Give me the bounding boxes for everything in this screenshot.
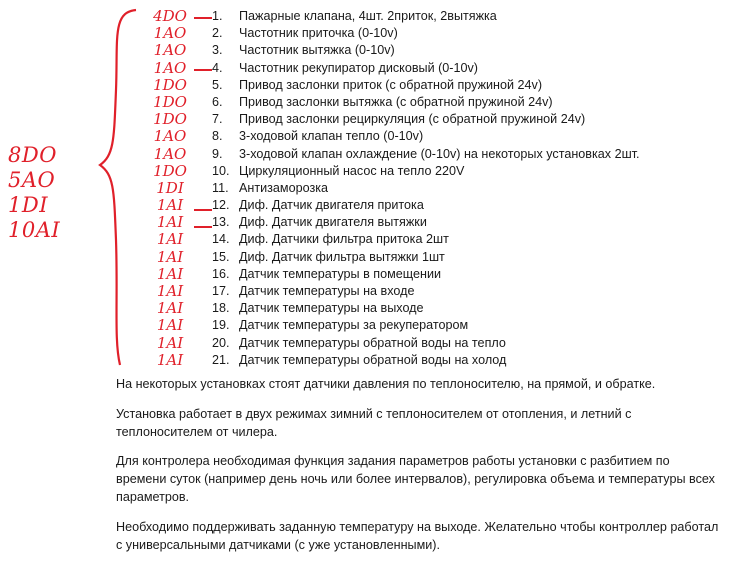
total-di: 1DI: [8, 193, 48, 217]
item-number: 16.: [212, 266, 230, 281]
item-number: 2.: [212, 26, 223, 41]
item-text: Частотник рекупиратор дисковый (0-10v): [239, 60, 478, 75]
item-number: 11.: [212, 180, 229, 195]
item-text: Пажарные клапана, 4шт. 2приток, 2вытяжка: [239, 9, 497, 23]
item-text: Привод заслонки рециркуляция (с обратной пружиной 24v): [239, 112, 586, 127]
item-text: Датчик температуры в помещении: [239, 266, 442, 281]
code-14: 1AI: [156, 230, 184, 249]
item-number: 10.: [212, 163, 230, 178]
list-item: [212, 128, 722, 145]
code-1: 4DO: [153, 7, 187, 25]
code-18: 1AI: [156, 299, 184, 318]
total-do: 8DO: [8, 143, 57, 167]
item-text: Датчик температуры за рекуператором: [239, 318, 469, 333]
item-number: 19.: [212, 318, 230, 333]
dash-4: [194, 69, 212, 71]
item-text: Датчик температуры на выходе: [239, 301, 424, 316]
code-3: 1AO: [153, 41, 187, 60]
list-item: [212, 266, 722, 283]
code-10: 1DO: [153, 161, 187, 180]
list-item: [212, 77, 722, 94]
dash-12: [194, 209, 212, 211]
item-text: Частотник приточка (0-10v): [239, 26, 398, 41]
code-19: 1AI: [156, 316, 184, 335]
item-number: 20.: [212, 335, 230, 350]
item-number: 7.: [212, 112, 223, 127]
item-number: 6.: [212, 94, 223, 109]
code-7: 1DO: [153, 110, 187, 129]
item-text: 3-ходовой клапан тепло (0-10v): [239, 129, 424, 144]
list-item: [212, 60, 722, 77]
code-4: 1AO: [153, 58, 187, 77]
item-text: Антизаморозка: [239, 180, 329, 195]
list-item: [212, 231, 722, 248]
list-item: [212, 146, 722, 163]
code-16: 1AI: [156, 264, 184, 283]
list-item: [212, 317, 722, 334]
list-item: [212, 300, 722, 317]
item-text: 3-ходовой клапан охлаждение (0-10v) на некоторых установках 2шт.: [239, 146, 640, 161]
item-number: 13.: [212, 215, 230, 230]
dash-13: [194, 226, 212, 228]
item-text: Привод заслонки приток (с обратной пружиной 24v): [239, 77, 543, 92]
code-5: 1DO: [153, 75, 187, 94]
list-item: [212, 8, 722, 25]
code-11: 1DI: [156, 178, 184, 197]
item-text: Диф. Датчик фильтра вытяжки 1шт: [239, 249, 445, 264]
total-ai: 10AI: [8, 218, 61, 242]
item-number: 12.: [212, 198, 230, 213]
item-number: 14.: [212, 232, 230, 247]
item-number: 17.: [212, 284, 230, 298]
equipment-list: [212, 8, 722, 369]
code-20: 1AI: [156, 333, 184, 352]
item-text: Датчик температуры обратной воды на тепло: [239, 335, 506, 350]
list-item: [212, 25, 722, 42]
handwritten-codes: [140, 8, 200, 369]
item-number: 3.: [212, 43, 223, 58]
code-2: 1AO: [153, 24, 187, 43]
list-item: [212, 335, 722, 352]
item-text: Датчик температуры обратной воды на холод: [239, 352, 507, 367]
item-text: Датчик температуры на входе: [239, 284, 415, 298]
list-item: [212, 94, 722, 111]
paragraph-temperature: Необходимо поддерживать заданную температуру на выходе. Желательно чтобы контроллер работал с универсальными датчиками (с уже установленными).: [116, 520, 719, 552]
code-12: 1AI: [156, 196, 184, 215]
item-number: 18.: [212, 301, 230, 316]
list-item: [212, 249, 722, 266]
paragraph-pressure-sensors: На некоторых установках стоят датчики давления по теплоносителю, на прямой, и обратке.: [116, 377, 656, 391]
list-item: [212, 214, 722, 231]
list-item: [212, 180, 722, 197]
code-13: 1AI: [156, 213, 184, 232]
list-item: [212, 163, 722, 180]
dash-1: [194, 17, 212, 19]
item-text: Диф. Датчики фильтра притока 2шт: [239, 232, 449, 247]
item-text: Циркуляционный насос на тепло 220V: [239, 163, 465, 178]
list-item: [212, 42, 722, 59]
item-number: 8.: [212, 129, 223, 144]
list-item: [212, 197, 722, 214]
list-item: [212, 352, 722, 369]
paragraph-modes: Установка работает в двух режимах зимний с теплоносителем от отопления, и летний с теплоносителем от чилера.: [116, 407, 632, 439]
paragraph-controller-function: Для контролера необходимая функция задания параметров работы установки с разбитием по времени суток (например день ночь или более интервалов), регулировка объема и температуры всех параметров.: [116, 454, 715, 504]
item-number: 21.: [212, 352, 230, 367]
list-item: [212, 111, 722, 128]
code-21: 1AI: [156, 350, 184, 369]
code-8: 1AO: [153, 127, 187, 146]
code-15: 1AI: [156, 247, 184, 266]
code-17: 1AI: [156, 282, 184, 300]
total-ao: 5AO: [8, 168, 56, 192]
item-text: Диф. Датчик двигателя притока: [239, 198, 424, 213]
item-text: Привод заслонки вытяжка (с обратной пружиной 24v): [239, 94, 553, 109]
code-9: 1AO: [153, 144, 187, 163]
code-6: 1DO: [153, 92, 187, 111]
list-item: [212, 283, 722, 300]
item-number: 4.: [212, 60, 223, 75]
item-number: 1.: [212, 9, 223, 23]
handwritten-totals: [8, 143, 60, 243]
item-text: Частотник вытяжка (0-10v): [239, 43, 395, 58]
item-number: 9.: [212, 146, 223, 161]
item-text: Диф. Датчик двигателя вытяжки: [239, 215, 427, 230]
item-number: 5.: [212, 77, 223, 92]
item-number: 15.: [212, 249, 230, 264]
